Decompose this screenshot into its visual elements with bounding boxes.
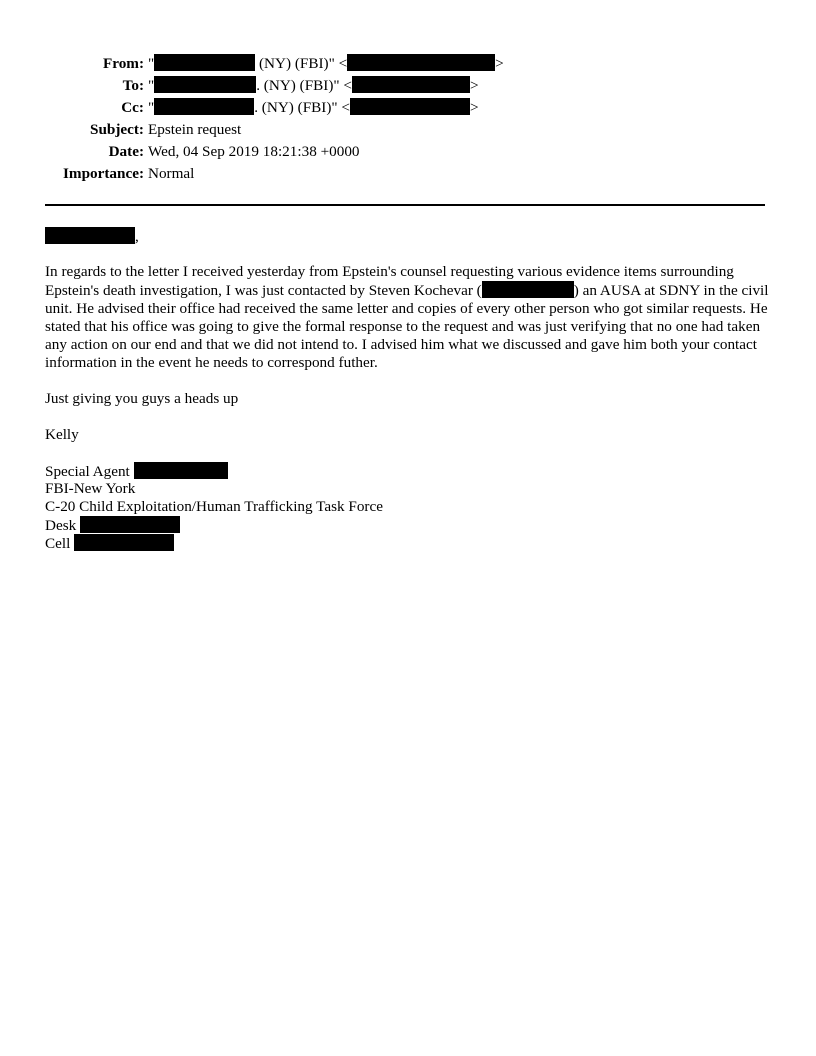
redaction-block	[134, 462, 228, 479]
redaction-block	[45, 227, 135, 244]
closing-name: Kelly	[45, 426, 79, 443]
header-divider	[45, 204, 765, 206]
signature-office: FBI-New York	[45, 480, 136, 497]
cc-row	[0, 97, 816, 119]
email-body	[45, 227, 775, 552]
to-close: >	[469, 77, 479, 94]
importance-label: Importance:	[63, 165, 144, 182]
salutation-comma: ,	[135, 228, 139, 245]
importance-row	[0, 163, 816, 185]
redaction-block	[347, 54, 495, 71]
to-suffix: . (NY) (FBI)" <	[256, 77, 352, 94]
from-value	[148, 53, 504, 75]
redaction-block	[154, 54, 255, 71]
from-quote: "	[148, 55, 155, 72]
subject-value: Epstein request	[148, 121, 242, 138]
paragraph-text-2: ) an AUSA at SDNY in the civil unit. He advised their office had received the same letter and copies of every other person who got similar requests. He stated that his office was going to give the formal response to the request and was just verifying that no one had taken any action on our end and that we did not intend to. I advised him what we discussed and gave him both your contact information in the event he needs to correspond futher.	[45, 282, 769, 371]
redaction-block	[350, 98, 470, 115]
to-quote: "	[148, 77, 155, 94]
from-close: >	[495, 55, 504, 72]
from-suffix: (NY) (FBI)" <	[255, 55, 348, 72]
cell-label: Cell	[45, 535, 75, 552]
salutation	[45, 227, 775, 245]
signature-title	[45, 462, 775, 480]
signature-desk	[45, 516, 775, 534]
signature-title-text: Special Agent	[45, 463, 134, 480]
paragraph-text-1: In regards to the letter I received yesterday from Epstein's counsel requesting various evidence items surrounding Epstein's death investigation, I was just contacted by Steven Kochevar (	[45, 263, 734, 299]
subject-row	[0, 119, 816, 141]
to-label: To:	[122, 77, 144, 94]
to-row	[0, 75, 816, 97]
cc-suffix: . (NY) (FBI)" <	[254, 99, 350, 116]
to-value	[148, 75, 479, 97]
date-row	[0, 141, 816, 163]
signature-block	[45, 462, 775, 552]
subject-label: Subject:	[90, 121, 144, 138]
redaction-block	[482, 281, 574, 298]
from-label: From:	[102, 55, 144, 72]
cc-quote: "	[148, 99, 155, 116]
redaction-block	[154, 98, 254, 115]
signature-cell	[45, 534, 775, 552]
importance-value: Normal	[148, 165, 195, 182]
redaction-block	[352, 76, 470, 93]
body-paragraph	[45, 263, 775, 372]
cc-label: Cc:	[121, 99, 144, 116]
email-header	[0, 53, 816, 185]
signature-unit: C-20 Child Exploitation/Human Trafficking Task Force	[45, 498, 383, 515]
redaction-block	[80, 516, 180, 533]
date-value: Wed, 04 Sep 2019 18:21:38 +0000	[148, 143, 360, 160]
desk-label: Desk	[45, 517, 81, 534]
redaction-block	[74, 534, 174, 551]
cc-value	[148, 97, 479, 119]
from-row	[0, 53, 816, 75]
body-paragraph: Just giving you guys a heads up	[45, 390, 239, 407]
cc-close: >	[469, 99, 479, 116]
date-label: Date:	[108, 143, 144, 160]
redaction-block	[154, 76, 256, 93]
